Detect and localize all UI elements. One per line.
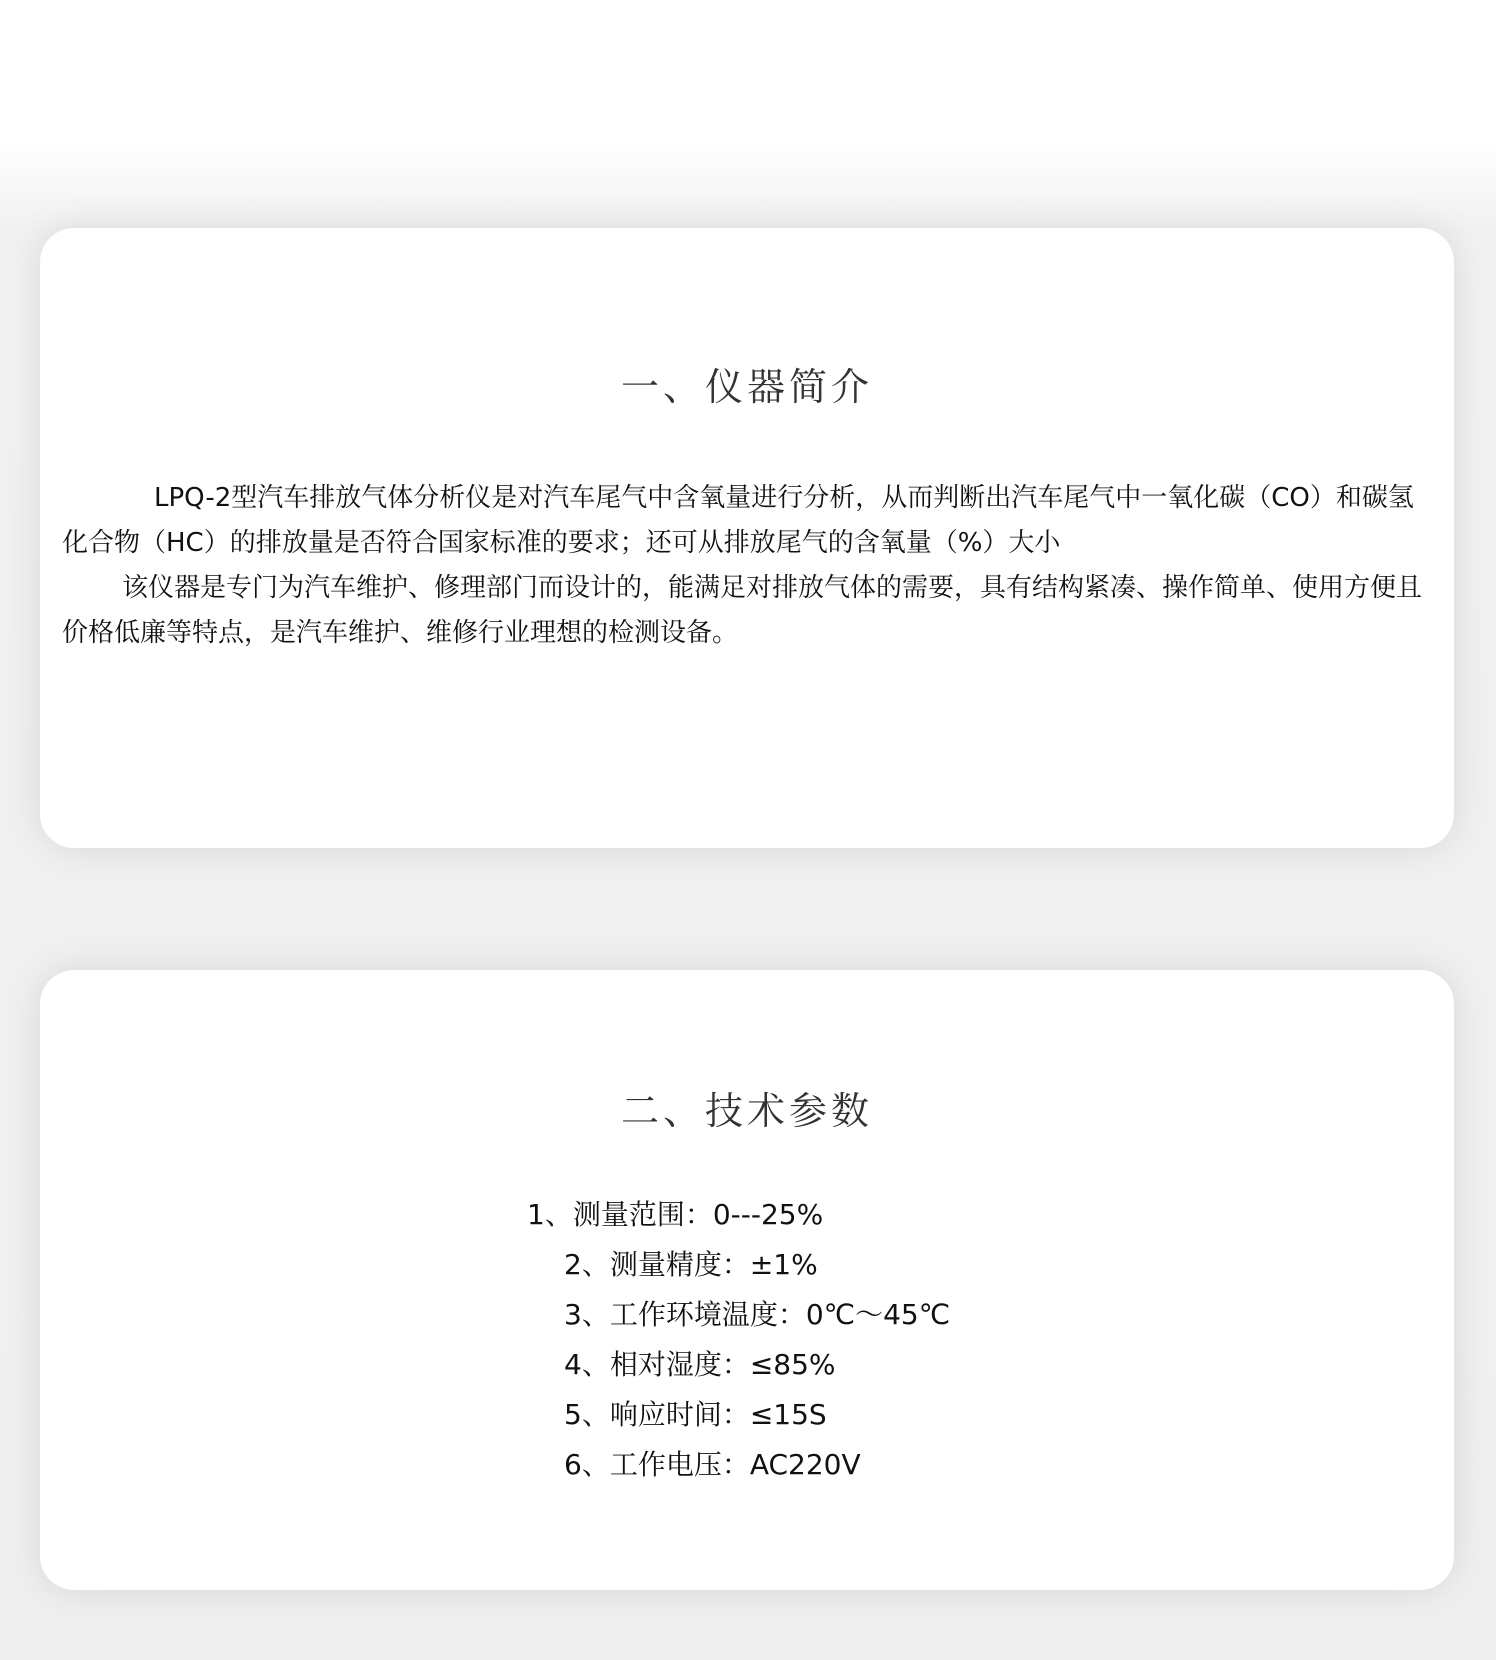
intro-card (40, 228, 1454, 848)
spec-item-range: 1、测量范围：0---25% (527, 1198, 824, 1231)
spec-list (40, 1190, 1454, 1490)
spec-item-humidity: 4、相对湿度：≤85% (564, 1348, 836, 1381)
spec-item-accuracy: 2、测量精度：±1% (564, 1248, 818, 1281)
intro-body (62, 476, 1432, 656)
intro-title: 一、仪器简介 (620, 365, 873, 409)
spec-item-response-time: 5、响应时间：≤15S (564, 1398, 827, 1431)
intro-paragraph-1: LPQ-2型汽车排放气体分析仪是对汽车尾气中含氧量进行分析，从而判断出汽车尾气中一氧化碳（CO）和碳氢化合物（HC）的排放量是否符合国家标准的要求；还可从排放尾气的含氧量（%）大小 (62, 483, 1414, 558)
specs-card (40, 970, 1454, 1590)
specs-title: 二、技术参数 (620, 1089, 873, 1133)
spec-item-voltage: 6、工作电压：AC220V (564, 1448, 861, 1481)
spec-item-temperature: 3、工作环境温度：0℃～45℃ (564, 1298, 951, 1331)
intro-paragraph-2: 该仪器是专门为汽车维护、修理部门而设计的，能满足对排放气体的需要，具有结构紧凑、操作简单、使用方便且价格低廉等特点，是汽车维护、维修行业理想的检测设备。 (62, 573, 1423, 648)
